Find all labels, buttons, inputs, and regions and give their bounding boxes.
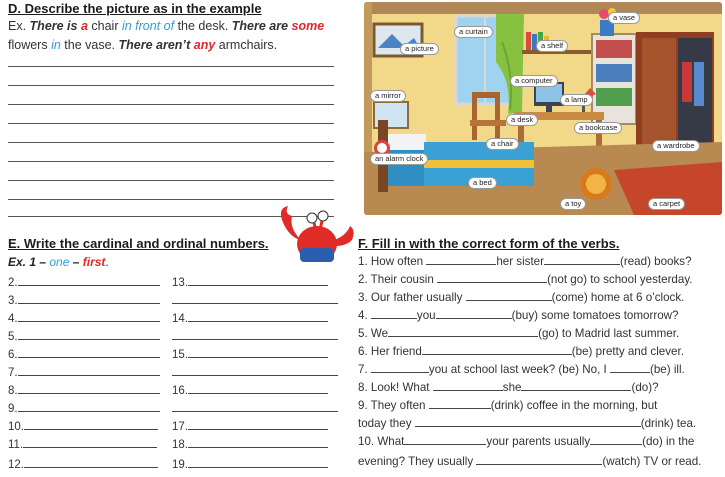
writing-line[interactable] (8, 142, 334, 143)
section-e-title: E. Write the cardinal and ordinal numbers. (8, 236, 269, 251)
example-desk: the desk. (174, 19, 232, 33)
number-label: 13. (172, 277, 188, 289)
exercise-text: (do)? (631, 381, 659, 394)
exercise-text: 4. (358, 309, 371, 322)
bedroom-picture (364, 2, 722, 215)
number-label: 18. (172, 439, 188, 451)
answer-blank[interactable] (18, 274, 160, 286)
verb-exercise-7 (358, 362, 722, 379)
answer-blank[interactable] (18, 364, 160, 376)
answer-blank[interactable] (466, 290, 552, 301)
number-row (8, 310, 160, 327)
number-row (172, 456, 328, 473)
example-some: some (291, 19, 325, 33)
answer-blank[interactable] (404, 434, 486, 445)
exercise-text: 10. What (358, 435, 405, 448)
writing-line[interactable] (8, 104, 334, 105)
exercise-text: (drink) tea. (640, 417, 697, 430)
crab-illustration (276, 200, 358, 270)
example-armchairs: armchairs. (215, 38, 278, 52)
verb-exercise-3 (358, 290, 722, 307)
answer-blank[interactable] (436, 308, 512, 319)
exercise-text: 3. Our father usually (358, 291, 466, 304)
exercise-text: 6. Her friend (358, 345, 422, 358)
number-row (8, 382, 160, 399)
verb-exercise-1 (358, 254, 722, 271)
example-line-2 (8, 36, 353, 55)
number-row (172, 418, 328, 435)
answer-blank[interactable] (18, 310, 160, 322)
answer-blank[interactable] (18, 292, 160, 304)
example-there-arent: There aren’t (118, 38, 194, 52)
section-e-example (8, 255, 109, 269)
answer-blank[interactable] (544, 254, 620, 265)
exercise-text: (do) in the (642, 435, 695, 448)
exercise-text: she (502, 381, 522, 394)
number-row (172, 382, 328, 399)
answer-blank[interactable] (188, 418, 328, 430)
answer-blank[interactable] (188, 382, 328, 394)
exercise-text: (be) pretty and clever. (571, 345, 684, 358)
section-e-example-first: first (82, 255, 106, 269)
number-label: 5. (8, 331, 18, 343)
section-e-example-one: one (49, 255, 70, 269)
number-row (172, 436, 328, 453)
label-vase: a vase (608, 12, 640, 24)
example-chair: chair (87, 19, 122, 33)
number-label: 12. (8, 459, 24, 471)
answer-blank[interactable] (476, 454, 602, 465)
number-row (8, 400, 160, 417)
label-shelf: a shelf (536, 40, 568, 52)
number-row (8, 328, 160, 345)
label-picture: a picture (400, 43, 439, 55)
number-label: 14. (172, 313, 188, 325)
number-row (8, 346, 160, 363)
exercise-text: today they (358, 417, 415, 430)
label-alarm-clock: an alarm clock (370, 153, 428, 165)
section-e-example-period: . (105, 255, 109, 269)
exercise-text: 1. How often (358, 255, 427, 268)
number-label: 4. (8, 313, 18, 325)
number-row (8, 274, 160, 291)
example-any: any (193, 38, 216, 52)
answer-blank[interactable] (172, 328, 338, 340)
number-label: 15. (172, 349, 188, 361)
exercise-text: your parents usually (486, 435, 591, 448)
answer-blank[interactable] (371, 362, 429, 373)
label-bed: a bed (468, 177, 497, 189)
number-label: 17. (172, 421, 188, 433)
verb-exercise-10-cont (358, 454, 722, 471)
number-row (172, 310, 328, 327)
exercise-text: 8. Look! What (358, 381, 433, 394)
verb-exercise-8 (358, 380, 722, 397)
label-lamp: a lamp (560, 94, 593, 106)
example-preposition-in-front-of: in front of (121, 19, 175, 33)
answer-blank[interactable] (18, 400, 160, 412)
answer-blank[interactable] (188, 456, 328, 468)
label-toy: a toy (560, 198, 586, 210)
number-row (172, 364, 338, 381)
answer-blank[interactable] (172, 400, 338, 412)
example-preposition-in: in (51, 38, 61, 52)
answer-blank[interactable] (521, 380, 631, 391)
bedroom-illustration (364, 2, 722, 215)
answer-blank[interactable] (429, 398, 491, 409)
answer-blank[interactable] (172, 292, 338, 304)
label-computer: a computer (510, 75, 558, 87)
number-row (172, 346, 328, 363)
verb-exercise-2 (358, 272, 722, 289)
answer-blank[interactable] (24, 456, 158, 468)
number-label: 16. (172, 385, 188, 397)
exercise-text: 2. Their cousin (358, 273, 438, 286)
answer-blank[interactable] (188, 436, 328, 448)
number-label: 7. (8, 367, 18, 379)
verb-exercise-10 (358, 434, 722, 451)
answer-blank[interactable] (426, 254, 496, 265)
writing-line[interactable] (8, 180, 334, 181)
answer-blank[interactable] (371, 308, 417, 319)
section-f-title: F. Fill in with the correct form of the verbs. (358, 236, 620, 251)
example-article-a: a (80, 19, 88, 33)
writing-line[interactable] (8, 161, 334, 162)
label-desk: a desk (506, 114, 538, 126)
writing-line[interactable] (8, 123, 334, 124)
number-label: 19. (172, 459, 188, 471)
number-row (8, 436, 157, 453)
answer-blank[interactable] (437, 272, 547, 283)
number-row (8, 456, 158, 473)
label-mirror: a mirror (370, 90, 406, 102)
answer-blank[interactable] (188, 274, 328, 286)
answer-blank[interactable] (422, 344, 572, 355)
exercise-text: (go) to Madrid last summer. (538, 327, 680, 340)
number-label: 8. (8, 385, 18, 397)
answer-blank[interactable] (172, 364, 338, 376)
section-d-title: D. Describe the picture as in the example (8, 1, 262, 16)
answer-blank[interactable] (24, 418, 158, 430)
answer-blank[interactable] (18, 382, 160, 394)
exercise-text: (watch) TV or read. (602, 455, 702, 468)
exercise-text: (not go) to school yesterday. (547, 273, 693, 286)
writing-line[interactable] (8, 66, 334, 67)
number-label: 11. (8, 439, 24, 451)
answer-blank[interactable] (433, 380, 503, 391)
number-label: 3. (8, 295, 18, 307)
exercise-text: you (416, 309, 436, 322)
exercise-text: 9. They often (358, 399, 429, 412)
writing-line[interactable] (8, 85, 334, 86)
exercise-text: evening? They usually (358, 455, 477, 468)
label-curtain: a curtain (454, 26, 493, 38)
exercise-text: (read) books? (620, 255, 692, 268)
number-label: 6. (8, 349, 18, 361)
number-row (8, 418, 158, 435)
section-e-example-prefix: Ex. 1 – (8, 255, 50, 269)
verb-exercise-4 (358, 308, 722, 325)
answer-blank[interactable] (23, 436, 157, 448)
exercise-text: (drink) coffee in the morning, but (490, 399, 658, 412)
answer-blank[interactable] (18, 346, 160, 358)
number-label: 10. (8, 421, 24, 433)
answer-blank[interactable] (415, 416, 641, 427)
answer-blank[interactable] (188, 346, 328, 358)
answer-blank[interactable] (610, 362, 650, 373)
exercise-text: 7. (358, 363, 371, 376)
label-chair: a chair (486, 138, 519, 150)
label-carpet: a carpet (648, 198, 685, 210)
label-wardrobe: a wardrobe (652, 140, 700, 152)
answer-blank[interactable] (188, 310, 328, 322)
number-row (172, 274, 328, 291)
number-row (8, 364, 160, 381)
section-e-example-dash: – (69, 255, 83, 269)
number-row (172, 292, 338, 309)
number-row (172, 328, 338, 345)
label-bookcase: a bookcase (574, 122, 622, 134)
exercise-text: (be) ill. (649, 363, 685, 376)
verb-exercise-9-cont (358, 416, 722, 433)
exercise-text: 5. We (358, 327, 389, 340)
exercise-text: her sister (496, 255, 544, 268)
answer-blank[interactable] (388, 326, 538, 337)
section-d-example (8, 17, 353, 55)
example-line-1 (8, 17, 353, 36)
verb-exercise-5 (358, 326, 722, 343)
example-vase: the vase. (60, 38, 119, 52)
example-there-are: There are (231, 19, 292, 33)
example-there-is: There is (29, 19, 81, 33)
number-label: 9. (8, 403, 18, 415)
example-prefix: Ex. (8, 19, 30, 33)
verb-exercise-6 (358, 344, 722, 361)
example-flowers: flowers (8, 38, 52, 52)
number-row (8, 292, 160, 309)
answer-blank[interactable] (590, 434, 642, 445)
answer-blank[interactable] (18, 328, 160, 340)
number-label: 2. (8, 277, 18, 289)
verb-exercise-9 (358, 398, 722, 415)
number-row (172, 400, 338, 417)
exercise-text: (buy) some tomatoes tomorrow? (511, 309, 679, 322)
exercise-text: (come) home at 6 o’clock. (551, 291, 685, 304)
exercise-text: you at school last week? (be) No, I (428, 363, 610, 376)
